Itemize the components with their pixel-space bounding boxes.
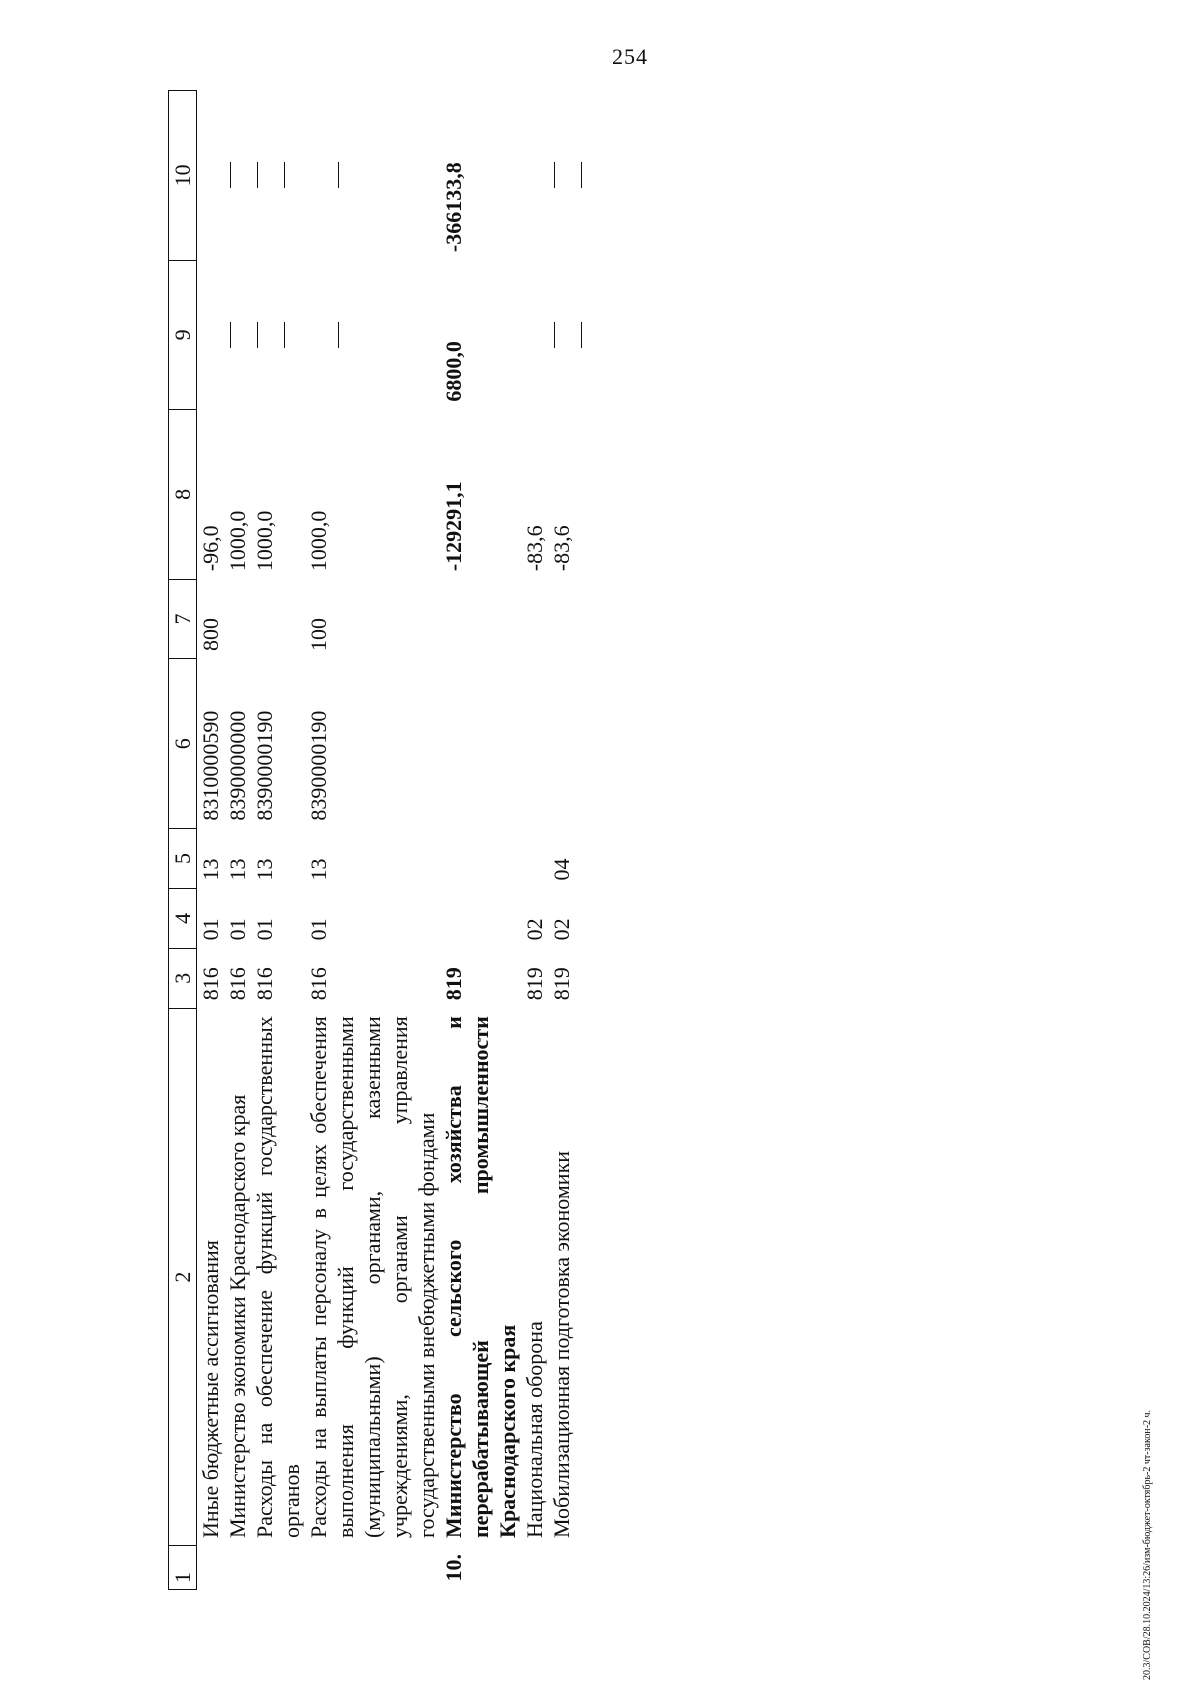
header-cell: 9 [169, 260, 197, 409]
empty-dash [338, 162, 339, 188]
ministry-code: 816 [198, 967, 223, 1001]
table-row-ministry [440, 91, 521, 1590]
subsection-code: 13 [225, 858, 250, 881]
document-footer-code: 20.3/СОВ/28.10.2024/13:26/изм-бюджет-октябрь-2 чт-закон-2 ч. [1142, 1409, 1153, 1680]
empty-dash [554, 162, 555, 188]
amount-col-8: -83,6 [522, 525, 547, 572]
empty-dash [230, 322, 231, 348]
empty-dash [230, 162, 231, 188]
amount-col-10 [197, 91, 225, 261]
empty-dash [581, 162, 582, 188]
amount-col-8: 1000,0 [306, 510, 331, 572]
table-row [224, 91, 251, 1590]
section-code [440, 888, 521, 948]
amount-col-10 [548, 91, 575, 261]
target-article-code [548, 659, 575, 829]
expense-type-code [521, 579, 548, 659]
row-description: Иные бюджетные ассигнования [198, 1240, 223, 1538]
ministry-code: 816 [252, 967, 277, 1001]
subsection-code: 04 [549, 858, 574, 881]
section-code: 02 [549, 918, 574, 941]
ministry-code: 819 [522, 967, 547, 1001]
subsection-code: 13 [252, 858, 277, 881]
section-code: 01 [225, 918, 250, 941]
table-row [251, 91, 305, 1590]
amount-col-10 [251, 91, 305, 261]
ministry-code: 816 [225, 967, 250, 1001]
row-description: Мобилизационная подготовка экономики [549, 1150, 574, 1538]
row-number [251, 1546, 305, 1590]
subsection-code: 13 [306, 858, 331, 881]
section-code: 02 [522, 918, 547, 941]
amount-col-9: 6800,0 [441, 341, 466, 402]
section-code: 01 [198, 918, 223, 941]
header-cell: 8 [169, 410, 197, 580]
expense-type-code: 100 [306, 617, 331, 651]
header-cell: 7 [169, 579, 197, 659]
amount-col-8: 1000,0 [252, 510, 277, 572]
row-number [305, 1546, 440, 1590]
ministry-code: 816 [306, 967, 331, 1001]
header-cell: 1 [169, 1546, 197, 1590]
empty-dash [284, 162, 285, 188]
header-cell: 10 [169, 91, 197, 261]
target-article-code [521, 659, 548, 829]
page-number: 254 [612, 44, 648, 69]
amount-col-9 [224, 260, 251, 409]
amount-col-9 [548, 260, 575, 409]
header-cell: 6 [169, 659, 197, 829]
empty-dash [554, 322, 555, 348]
header-cell: 5 [169, 829, 197, 889]
row-number [197, 1546, 225, 1590]
column-number-header [169, 91, 197, 1590]
amount-col-8: -129291,1 [441, 481, 466, 572]
target-article-code [440, 659, 521, 829]
expense-type-code [251, 579, 305, 659]
table-row [548, 91, 575, 1590]
rotated-table-container [168, 90, 1168, 1590]
table-row [305, 91, 440, 1590]
amount-col-10 [521, 91, 548, 261]
row-number: 10. [441, 1554, 466, 1582]
row-description: Министерство сельского хозяйства и перерабатывающей промышленности Краснодарского края [441, 1016, 520, 1538]
amount-col-9 [305, 260, 440, 409]
empty-dash [257, 162, 258, 188]
table-row [197, 91, 225, 1590]
target-article-code: 8310000590 [198, 710, 223, 821]
ministry-code: 819 [549, 967, 574, 1001]
expense-type-code [440, 579, 521, 659]
target-article-code: 8390000190 [252, 710, 277, 821]
amount-col-9 [251, 260, 305, 409]
amount-col-9 [521, 260, 548, 409]
header-cell: 4 [169, 888, 197, 948]
amount-col-8: 1000,0 [225, 510, 250, 572]
expense-type-code: 800 [198, 617, 223, 651]
amount-col-10 [305, 91, 440, 261]
budget-table [168, 90, 575, 1590]
target-article-code: 8390000190 [306, 710, 331, 821]
section-code: 01 [252, 918, 277, 941]
row-number [224, 1546, 251, 1590]
empty-dash [284, 322, 285, 348]
row-description: Национальная оборона [522, 1321, 547, 1538]
amount-col-8: -96,0 [198, 525, 223, 572]
ministry-code: 819 [441, 967, 466, 1001]
row-description: Расходы на обеспечение функций государственных органов [252, 1016, 304, 1538]
empty-dash [338, 322, 339, 348]
subsection-code [440, 829, 521, 889]
table-row [521, 91, 548, 1590]
subsection-code: 13 [198, 858, 223, 881]
empty-dash [581, 322, 582, 348]
amount-col-9 [197, 260, 225, 409]
expense-type-code [548, 579, 575, 659]
expense-type-code [224, 579, 251, 659]
empty-dash [257, 322, 258, 348]
row-description: Расходы на выплаты персоналу в целях обеспечения выполнения функций государственными (муниципальными) органами, казенными учреждениями, органами управления государственными внебюджетными фондами [306, 1016, 439, 1538]
row-number [548, 1546, 575, 1590]
header-cell: 3 [169, 948, 197, 1008]
amount-col-10: -366133,8 [441, 162, 466, 253]
amount-col-10 [224, 91, 251, 261]
header-cell: 2 [169, 1008, 197, 1546]
subsection-code [521, 829, 548, 889]
amount-col-8: -83,6 [549, 525, 574, 572]
section-code: 01 [306, 918, 331, 941]
target-article-code: 8390000000 [225, 710, 250, 821]
row-description: Министерство экономики Краснодарского края [225, 1094, 250, 1538]
row-number [521, 1546, 548, 1590]
